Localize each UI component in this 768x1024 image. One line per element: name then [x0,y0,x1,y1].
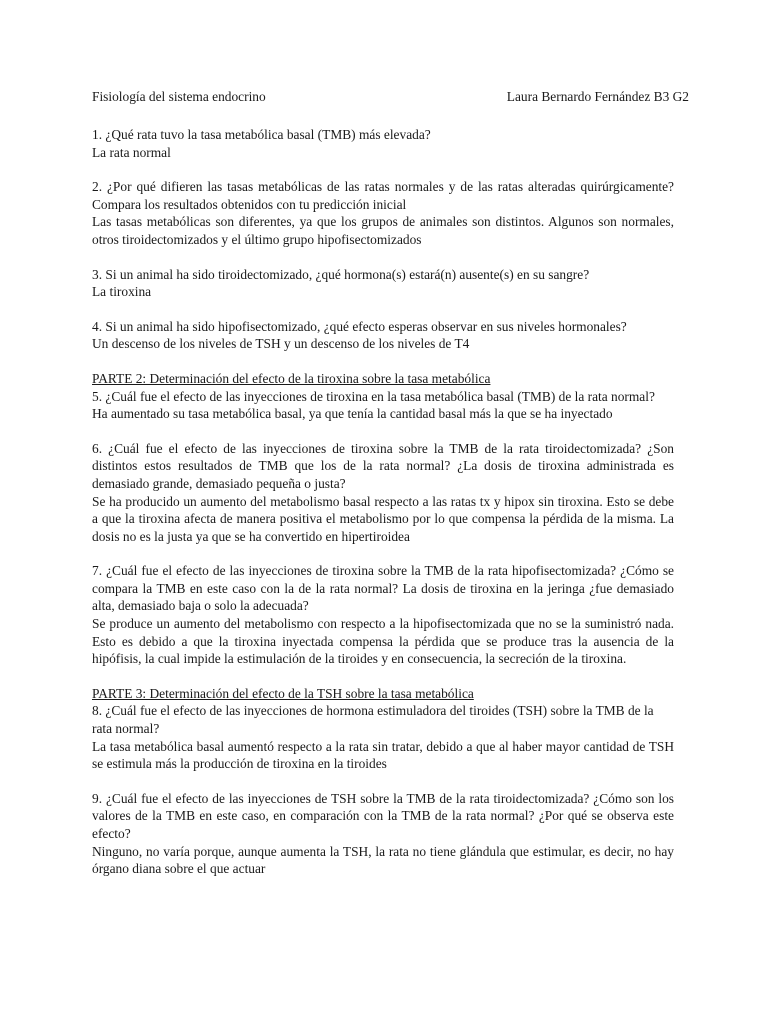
question-block-8 [92,702,674,772]
answer-9: Ninguno, no varía porque, aunque aumenta la TSH, la rata no tiene glándula que estimular, es decir, no hay órgano diana sobre el que actuar [92,843,674,877]
author-name: Laura Bernardo Fernández B3 G2 [506,89,689,104]
question-block-6 [92,440,674,546]
section-heading-part-3: PARTE 3: Determinación del efecto de la TSH sobre la tasa metabólica [92,685,474,701]
question-block-5 [92,388,674,423]
question-block-7 [92,562,674,668]
course-title: Fisiología del sistema endocrino [92,89,266,104]
question-8: 8. ¿Cuál fue el efecto de las inyecciones de hormona estimuladora del tiroides (TSH) sobre la TMB de la rata normal? [92,703,654,737]
question-5: 5. ¿Cuál fue el efecto de las inyecciones de tiroxina en la tasa metabólica basal (TMB) de la rata normal? [92,388,655,404]
answer-6: Se ha producido un aumento del metabolismo basal respecto a las ratas tx y hipox sin tiroxina. Esto se debe a que la tiroxina afecta de manera positiva el metabolismo por lo que compensa la pérdida de la misma. La dosis no es la justa ya que se ha convertido en hipertiroidea [92,493,674,544]
question-1: 1. ¿Qué rata tuvo la tasa metabólica basal (TMB) más elevada? [92,127,431,142]
answer-7: Se produce un aumento del metabolismo con respecto a la hipofisectomizada que no se la suministró nada. Esto es debido a que la tiroxina inyectada compensa la pérdida que se produce tras la ausencia de la hipófisis, la cual impide la estimulación de la tiroides y en consecuencia, la secreción de la tiroxina. [92,616,674,667]
question-block-9 [92,790,674,878]
answer-3: La tiroxina [92,284,152,300]
question-6: 6. ¿Cuál fue el efecto de las inyecciones de tiroxina sobre la TMB de la rata tiroidectomizada? ¿Son distintos estos resultados de TMB que los de la rata normal? ¿La dosis de tiroxina administrada es demasiado grande, demasiado pequeña o justa? [92,440,674,491]
answer-4: Un descenso de los niveles de TSH y un descenso de los niveles de T4 [92,336,470,352]
section-heading-part-2: PARTE 2: Determinación del efecto de la tiroxina sobre la tasa metabólica [92,370,491,386]
answer-5: Ha aumentado su tasa metabólica basal, ya que tenía la cantidad basal más la que se ha inyectado [92,406,613,422]
question-block-3 [92,266,674,301]
document-body [92,126,674,878]
question-9: 9. ¿Cuál fue el efecto de las inyecciones de TSH sobre la TMB de la rata tiroidectomizada? ¿Cómo son los valores de la TMB en este caso, en comparación con la TMB de la rata normal? ¿Por qué se observa este efecto? [92,790,674,841]
question-block-2 [92,178,674,248]
question-block-1 [92,126,674,161]
question-2: 2. ¿Por qué difieren las tasas metabólicas de las ratas normales y de las ratas alteradas quirúrgicamente? Compara los resultados obtenidos con tu predicción inicial [92,179,674,212]
question-block-4 [92,318,674,353]
answer-2: Las tasas metabólicas son diferentes, ya que los grupos de animales son distintos. Algunos son normales, otros tiroidectomizados y el último grupo hipofisectomizados [92,214,674,247]
question-7: 7. ¿Cuál fue el efecto de las inyecciones de tiroxina sobre la TMB de la rata hipofisectomizada? ¿Cómo se compara la TMB en este caso con la de la rata normal? La dosis de tiroxina en la jeringa ¿fue demasiado alta, demasiado baja o solo la adecuada? [92,563,674,614]
question-4: 4. Si un animal ha sido hipofisectomizado, ¿qué efecto esperas observar en sus niveles hormonales? [92,318,627,334]
answer-8: La tasa metabólica basal aumentó respecto a la rata sin tratar, debido a que al haber mayor cantidad de TSH se estimula más la producción de tiroxina en la tiroides [92,738,674,772]
answer-1: La rata normal [92,144,171,160]
question-3: 3. Si un animal ha sido tiroidectomizado, ¿qué hormona(s) estará(n) ausente(s) en su sangre? [92,266,590,282]
page-header [92,88,689,106]
